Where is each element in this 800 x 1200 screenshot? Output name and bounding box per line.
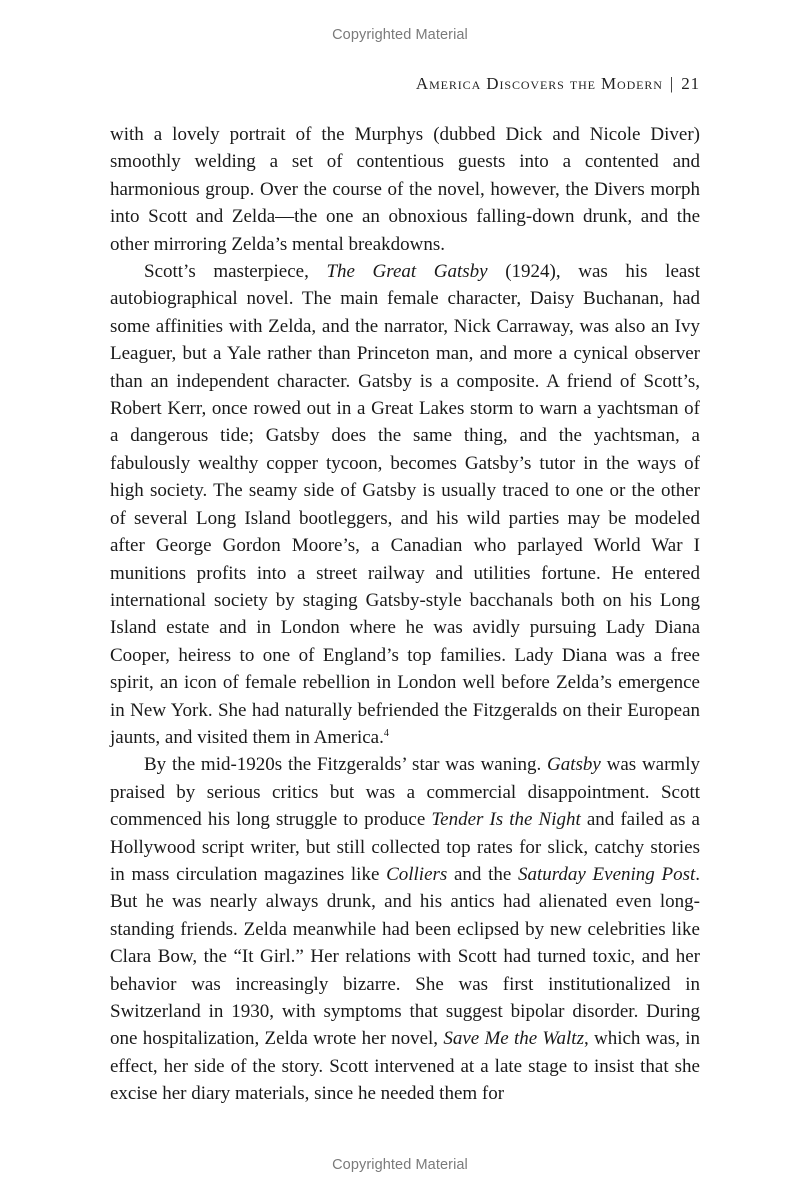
text-run: (1924), was his least autobiographical novel. The main female character, Daisy Buchanan, had some affinities with Zelda, and the narrator, Nick Carraway, was also an Ivy Leaguer, but a Yale rather than Princeton man, and more a cynical observer than an independent character. Gatsby is a composite. A friend of Scott’s, Robert Kerr, once rowed out in a Great Lakes storm to warn a yachtsman of a dangerous tide; Gatsby does the same thing, and the yachtsman, a fabulously wealthy copper tycoon, becomes Gatsby’s tutor in the ways of high society. The seamy side of Gatsby is usually traced to one or the other of several Long Island bootleggers, and his wild parties may be modeled after George Gordon Moore’s, a Canadian who parlayed World War I munitions profits into a street railway and utilities fortune. He entered international society by staging Gatsby-style bacchanals both on his Long Island estate and in London where he was avidly pursuing Lady Diana Cooper, heiress to one of England’s top families. Lady Diana was a free spirit, an icon of female rebellion in London well before Zelda’s emergence in New York. She had naturally befriended the Fitzgeralds on their European jaunts, and visited them in America. (110, 261, 700, 748)
text-run: By the mid-1920s the Fitzgeralds’ star was waning. (144, 754, 548, 776)
copyright-watermark-bottom: Copyrighted Material (332, 1157, 468, 1173)
running-head-title: America Discovers the Modern (415, 74, 663, 93)
text-run: Scott’s masterpiece, (144, 261, 327, 283)
text-run: and the (447, 863, 518, 885)
body-text (110, 121, 700, 1108)
book-title-tender-is-the-night: Tender Is the Night (431, 809, 581, 831)
book-title-gatsby: Gatsby (547, 754, 601, 776)
text-run: with a lovely portrait of the Murphys (dubbed Dick and Nicole Diver) smoothly welding a set of contentious guests into a contented and harmonious group. Over the course of the novel, however, the Divers morph into Scott and Zelda—the one an obnoxious falling-down drunk, and the other mirroring Zelda’s mental breakdowns. (110, 124, 700, 255)
text-run: , which was, in effect, her side of the story. Scott intervened at a late stage to insist that she excise her diary materials, since he needed them for (110, 1028, 700, 1105)
footnote-marker: 4 (383, 727, 389, 739)
text-run: . But he was nearly always drunk, and his antics had alienated even long-standing friends. Zelda meanwhile had been eclipsed by new celebrities like Clara Bow, the “It Girl.” Her relations with Scott had turned toxic, and her behavior was increasingly bizarre. She was first institutionalized in Switzerland in 1930, with symptoms that suggest bipolar disorder. During one hospitalization, Zelda wrote her novel, (110, 863, 700, 1050)
paragraph-1 (110, 121, 700, 258)
paragraph-3 (110, 751, 700, 1107)
paragraph-2 (110, 258, 700, 751)
copyright-watermark-top: Copyrighted Material (332, 27, 468, 43)
book-title-save-me-the-waltz: Save Me the Waltz (443, 1028, 584, 1050)
text-run: was warmly praised by serious critics but was a commercial disappointment. Scott commenced his long struggle to produce (110, 754, 700, 831)
running-head (416, 74, 700, 94)
running-head-separator: | (669, 74, 675, 93)
book-title-great-gatsby: The Great Gatsby (326, 261, 488, 283)
magazine-title-saturday-evening-post: Saturday Evening Post (517, 863, 696, 885)
text-run: and failed as a Hollywood script writer, but still collected top rates for slick, catchy stories in mass circulation magazines like (110, 809, 700, 885)
page-number: 21 (681, 74, 700, 93)
magazine-title-colliers: Colliers (386, 863, 448, 885)
